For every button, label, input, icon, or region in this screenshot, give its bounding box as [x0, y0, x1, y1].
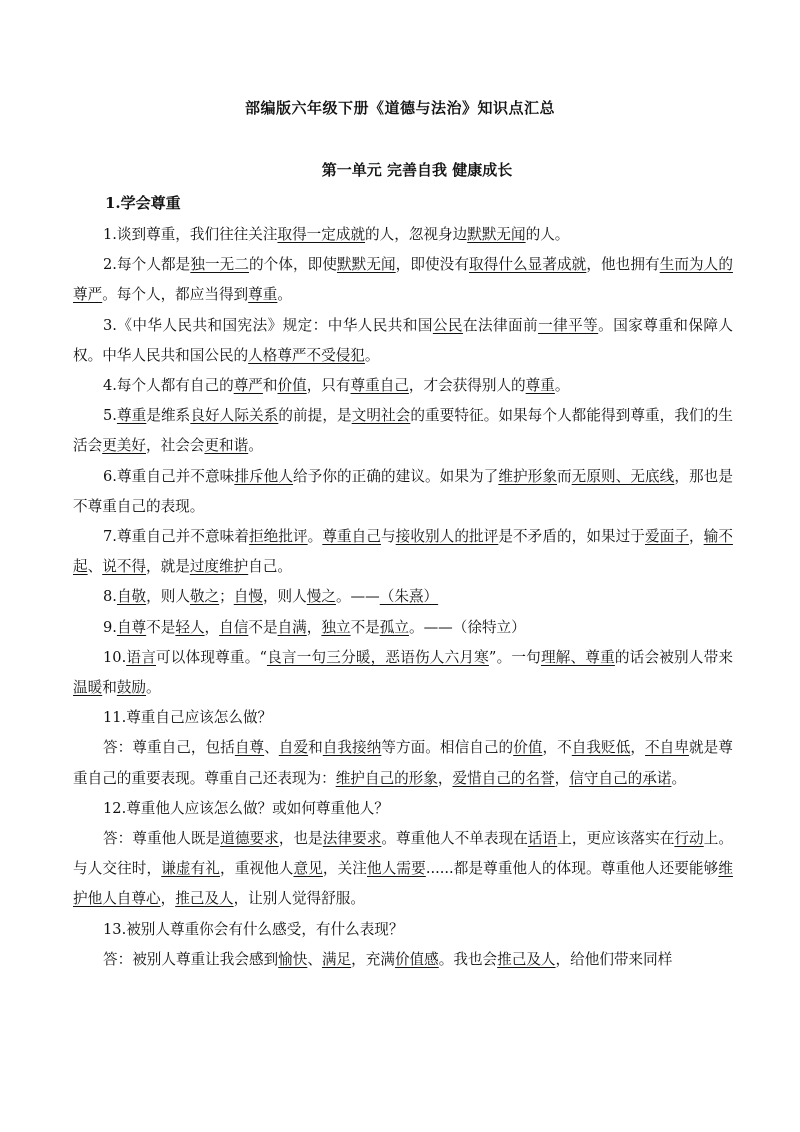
underlined-text: 爱面子: [644, 528, 689, 546]
text-run: 给予你的正确的建议。如果为了: [293, 467, 499, 485]
underlined-text: 输不起: [73, 528, 733, 576]
text-run: 和: [102, 679, 117, 697]
underlined-text: 愉快: [278, 950, 308, 968]
underlined-text: 拒绝批评: [248, 528, 308, 546]
text-run: 。——: [335, 588, 380, 606]
underlined-text: 更美好: [102, 437, 146, 455]
text-run: ，则人: [146, 588, 190, 606]
text-run: 在法律面前: [462, 316, 539, 334]
underlined-text: 过度维护: [189, 558, 249, 576]
unit-title: 第一单元 完善自我 健康成长: [321, 161, 513, 179]
text-run: ”。一句: [488, 648, 541, 666]
text-run: 可以体现尊重。“: [155, 648, 267, 666]
text-run: ，: [630, 739, 646, 757]
underlined-text: 维护自己的形象: [335, 769, 438, 787]
underlined-text: 价值: [513, 739, 543, 757]
underlined-text: 自慢: [233, 588, 263, 606]
text-run: ，社会会: [146, 437, 205, 455]
text-run: ，充满: [351, 950, 395, 968]
underlined-text: 不自卑: [645, 739, 689, 757]
underlined-text: 自爱: [278, 739, 309, 757]
underlined-text: 语言: [126, 648, 156, 666]
underlined-text: 尊重自己: [350, 377, 409, 395]
text-run: ，: [306, 618, 322, 636]
text-run: 、: [307, 950, 322, 968]
document-body: [73, 220, 733, 975]
underlined-text: 自敬: [116, 588, 147, 606]
underlined-text: 人格尊严不受侵犯: [248, 346, 365, 364]
underlined-text: 尊重: [248, 286, 278, 304]
underlined-text: 自尊: [116, 618, 147, 636]
underlined-text: 自我贬低: [571, 739, 631, 757]
underlined-text: 文明社会: [351, 407, 411, 425]
text-run: 。: [277, 286, 292, 304]
text-run: 、: [264, 739, 279, 757]
paragraph: [73, 220, 733, 250]
text-run: 。: [554, 377, 570, 395]
text-run: 。每个人，都应当得到: [102, 286, 249, 304]
text-run: 2.每个人都是: [103, 256, 191, 274]
text-run: 等方面。相信自己的: [381, 739, 514, 757]
underlined-text: 独立: [321, 618, 351, 636]
text-run: 不是: [248, 618, 278, 636]
underlined-text: 法律要求: [322, 830, 382, 848]
text-run: 9.: [103, 618, 117, 636]
text-run: 就是尊重自己的重要表现。尊重自己还表现为：: [73, 739, 733, 787]
underlined-text: 谦虚有礼: [161, 860, 220, 878]
paragraph: [73, 522, 733, 582]
underlined-text: 自我接纳: [322, 739, 382, 757]
underlined-text: 默默无闻: [337, 256, 396, 274]
underlined-text: 他人需要: [367, 860, 426, 878]
text-run: ，: [160, 890, 176, 908]
text-run: 与: [381, 528, 396, 546]
paragraph: [73, 915, 733, 945]
underlined-text: （朱熹）: [379, 588, 439, 606]
underlined-text: 维护他人自尊心: [73, 860, 733, 908]
text-run: ，给他们带来同样: [555, 950, 673, 968]
text-run: 不是: [146, 618, 176, 636]
underlined-text: 孤立: [379, 618, 409, 636]
text-run: 不是: [350, 618, 380, 636]
text-run: 3.《中华人民共和国宪法》规定：中华人民共和国: [103, 316, 433, 334]
text-run: ，就是: [146, 558, 190, 576]
text-run: 和: [262, 377, 278, 395]
text-run: 、: [87, 558, 103, 576]
text-run: 4.每个人都有自己的: [103, 377, 234, 395]
paragraph: [73, 643, 733, 703]
underlined-text: 良言一句三分暖，恶语伤人六月寒: [266, 648, 489, 666]
underlined-text: 温暖: [73, 679, 103, 697]
text-run: 8.: [103, 588, 117, 606]
text-run: 上，更应该落实在: [557, 830, 675, 848]
text-run: 。: [671, 769, 687, 787]
text-run: ，那也是不尊重自己的表现。: [73, 467, 733, 515]
underlined-text: 自满: [277, 618, 307, 636]
underlined-text: 话语: [527, 830, 558, 848]
paragraph: [73, 613, 733, 643]
underlined-text: 理解、尊重: [540, 648, 615, 666]
underlined-text: 鼓励: [116, 679, 147, 697]
paragraph: [73, 945, 733, 975]
text-run: 的重要特征。如果每个人都能得到尊重，我们的生活会: [73, 407, 733, 455]
paragraph: [73, 401, 733, 461]
underlined-text: 道德要求: [220, 830, 279, 848]
document-title: 部编版六年级下册《道德与法治》知识点汇总: [244, 99, 555, 117]
paragraph: [73, 794, 733, 824]
underlined-text: 默默无闻: [467, 226, 526, 243]
underlined-text: 满足: [321, 950, 352, 968]
text-run: ，不: [542, 739, 572, 757]
underlined-text: 意见: [293, 860, 323, 878]
text-run: 11.尊重自己应该怎么做？: [103, 709, 273, 727]
text-run: 而: [557, 467, 572, 485]
text-run: 。——（徐特立）: [408, 618, 526, 636]
underlined-text: 轻人: [175, 618, 205, 636]
text-run: ，关注: [322, 860, 368, 878]
underlined-text: 维护形象: [498, 467, 557, 485]
underlined-text: 自信: [219, 618, 249, 636]
text-run: ，: [437, 769, 453, 787]
paragraph: [73, 462, 733, 522]
text-run: 。: [248, 437, 263, 455]
underlined-text: 信守自己的承诺: [569, 769, 672, 787]
underlined-text: 接收别人的批评: [395, 528, 499, 546]
text-run: 答：尊重自己，包括: [103, 739, 235, 757]
underlined-text: 价值: [277, 377, 307, 395]
paragraph: [73, 733, 733, 793]
underlined-text: 价值感: [394, 950, 439, 968]
underlined-text: 独一无二: [190, 256, 249, 274]
text-run: ，即使没有: [395, 256, 470, 274]
underlined-text: 说不得: [102, 558, 147, 576]
text-run: ，他也拥有: [586, 256, 660, 274]
text-run: ......都是尊重他人的体现。尊重他人还要能够: [425, 860, 719, 878]
underlined-text: 敬之: [189, 588, 220, 606]
text-run: ，重视他人: [220, 860, 294, 878]
text-run: ，也是: [278, 830, 323, 848]
underlined-text: 行动: [674, 830, 704, 848]
text-run: 7.尊重自己并不意味着: [103, 528, 249, 546]
underlined-text: 无原则、无底线: [571, 467, 675, 485]
text-run: 1.谈到尊重，我们往往关注: [103, 226, 278, 243]
text-run: 答：尊重他人既是: [103, 830, 221, 848]
text-run: 的人。: [525, 226, 570, 243]
underlined-text: 更和谐: [204, 437, 249, 455]
text-run: 和: [308, 739, 323, 757]
paragraph: [73, 582, 733, 612]
underlined-text: 尊重: [116, 407, 147, 425]
underlined-text: 公民: [432, 316, 463, 334]
text-run: ，才会获得别人的: [408, 377, 526, 395]
text-run: 答：被别人尊重让我会感到: [103, 950, 279, 968]
underlined-text: 推己及人: [175, 890, 234, 908]
text-run: 12.尊重他人应该怎么做？或如何尊重他人？: [103, 799, 389, 817]
text-run: 自己。: [248, 558, 292, 576]
text-run: 。尊重他人不单表现在: [381, 830, 528, 848]
text-run: 。: [364, 346, 380, 364]
section-title: 1.学会尊重: [105, 194, 181, 212]
underlined-text: 慢之: [306, 588, 336, 606]
underlined-text: 尊严: [233, 377, 263, 395]
text-run: ，: [204, 618, 220, 636]
text-run: 13.被别人尊重你会有什么感受，有什么表现？: [103, 920, 404, 938]
text-run: 的人，忽视身边: [365, 226, 468, 243]
underlined-text: 自尊: [234, 739, 265, 757]
text-run: ，: [688, 528, 704, 546]
text-run: ，: [554, 769, 570, 787]
underlined-text: 推己及人: [497, 950, 556, 968]
text-run: 上。与人交往时，: [73, 830, 733, 878]
underlined-text: 排斥他人: [234, 467, 293, 485]
text-run: 6.尊重自己并不意味: [103, 467, 235, 485]
underlined-text: 一律平等: [538, 316, 599, 334]
text-run: ，让别人觉得舒服。: [233, 890, 365, 908]
text-run: ，则人: [262, 588, 307, 606]
text-run: 。: [307, 528, 323, 546]
text-run: 是维系: [146, 407, 191, 425]
paragraph: [73, 311, 733, 371]
text-run: 10.: [103, 648, 127, 666]
paragraph: [73, 824, 733, 915]
paragraph: [73, 703, 733, 733]
text-run: 。: [146, 679, 161, 697]
text-run: 的话会被别人带来: [614, 648, 733, 666]
paragraph: [73, 250, 733, 310]
text-run: ；: [219, 588, 234, 606]
text-run: 的前提，是: [278, 407, 352, 425]
text-run: 是不矛盾的，如果过于: [498, 528, 645, 546]
underlined-text: 爱惜自己的名誉: [452, 769, 555, 787]
text-run: 。我也会: [438, 950, 498, 968]
text-run: 的个体，即使: [249, 256, 337, 274]
text-run: 5.: [103, 407, 117, 425]
underlined-text: 取得什么显著成就: [469, 256, 587, 274]
underlined-text: 生而为人的尊严: [73, 256, 733, 304]
underlined-text: 良好人际关系: [190, 407, 279, 425]
text-run: ，只有: [306, 377, 351, 395]
paragraph: [73, 371, 733, 401]
underlined-text: 尊重: [525, 377, 555, 395]
underlined-text: 取得一定成就: [277, 226, 366, 243]
text-run: 。国家尊重和保障人权。中华人民共和国公民的: [73, 316, 733, 364]
underlined-text: 尊重自己: [322, 528, 381, 546]
